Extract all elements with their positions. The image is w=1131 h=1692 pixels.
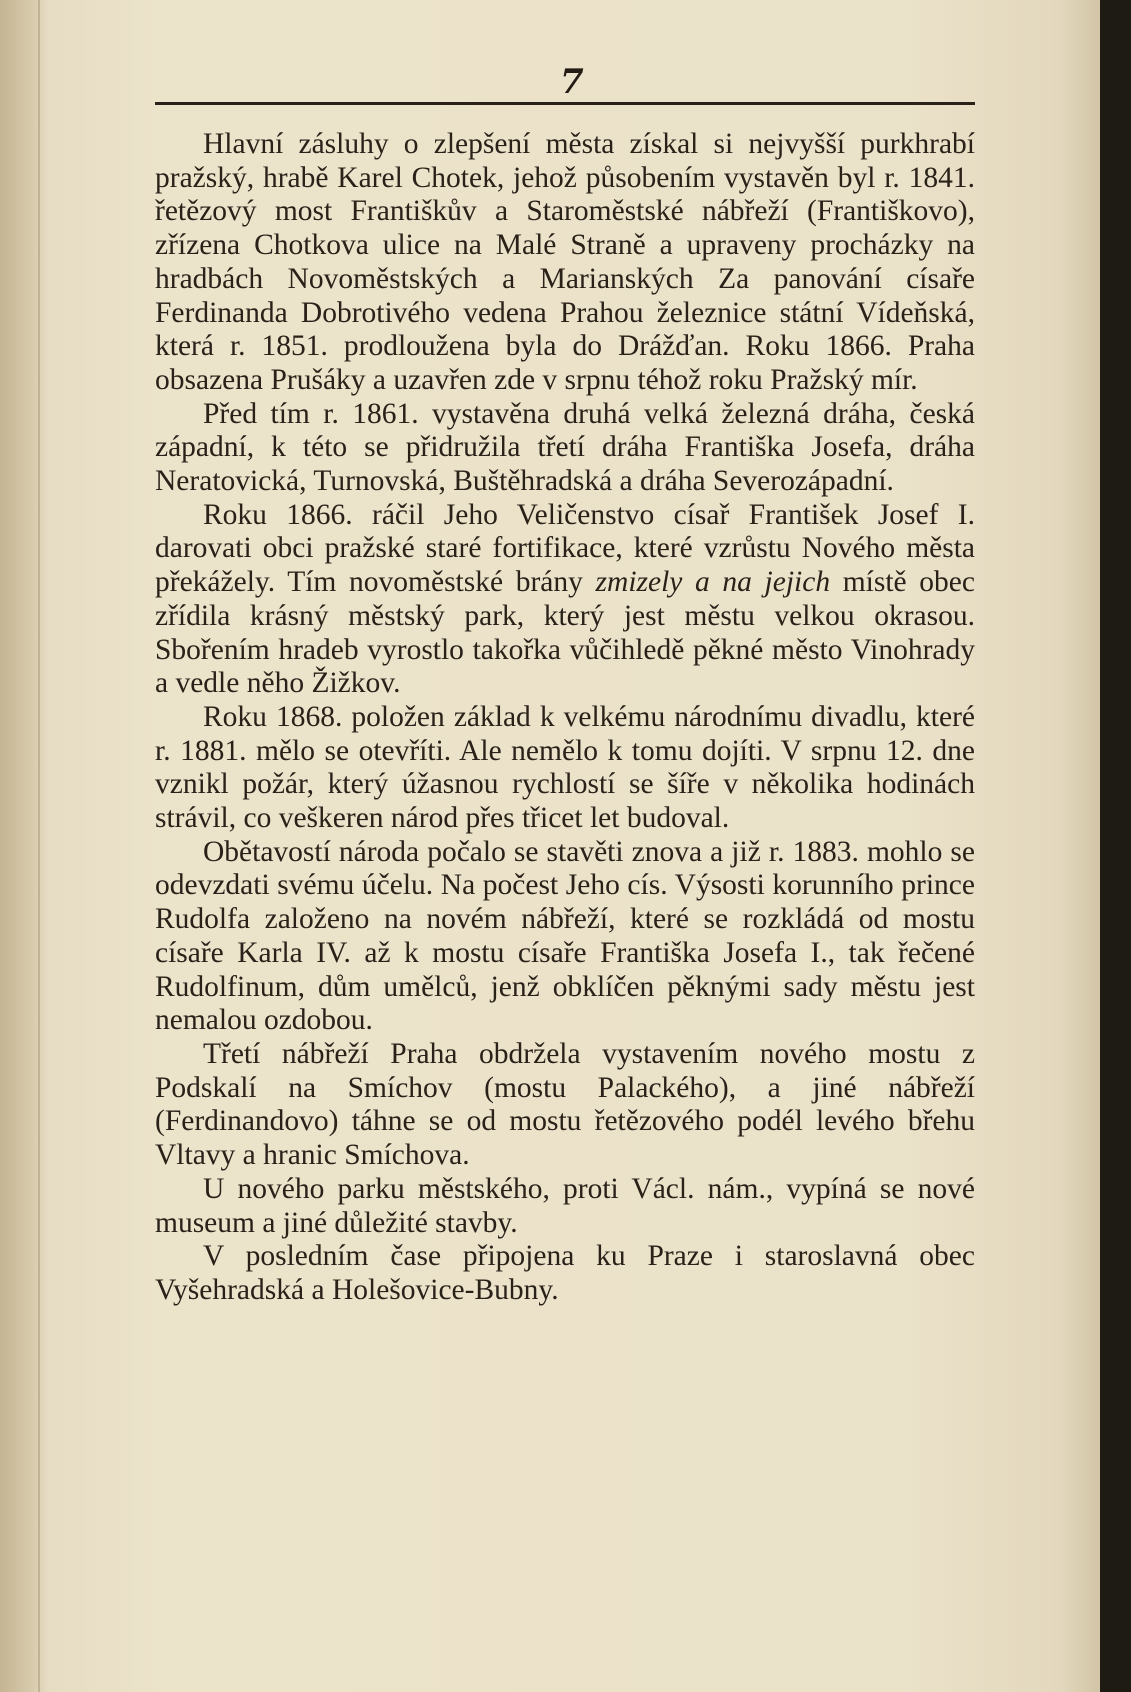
binding-edge (38, 0, 40, 1692)
paragraph-text: místě obec zřídila krásný městský park, který jest městu velkou okrasou. Sbořením hradeb vyrostlo takořka vůčihledě pěkné město Vinohrady a vedle něho Žižkov. (155, 566, 975, 700)
page-header (155, 62, 975, 112)
page-number: 7 (560, 62, 584, 102)
paragraph (155, 398, 975, 499)
paragraph-text: Třetí nábřeží Praha obdržela vystavením nového mostu z Podskalí na Smíchov (mostu Palackého), a jiné nábřeží (Ferdinandovo) táhne se od mostu řetězového podél levého břehu Vltavy a hranic Smíchova. (155, 1037, 975, 1172)
italic-phrase: zmizely a na jejich (595, 566, 831, 599)
paragraph (155, 128, 975, 398)
paragraph-text: Roku 1866. ráčil Jeho Veličenstvo císař František Josef I. darovati obci pražské staré fortifikace, které vzrůstu Nového města překážely. Tím novoměstské brány (155, 498, 975, 599)
paragraph (155, 1038, 975, 1173)
body-text (155, 128, 975, 1308)
paragraph-text: Hlavní zásluhy o zlepšení města získal si nejvyšší purkhrabí pražský, hrabě Karel Chotek, jehož působením vystavěn byl r. 1841. řetězový most Františkův a Staroměstské nábřeží (Františkovo), zřízena Chotkova ulice na Malé Straně a upraveny procházky na hradbách Novoměstských a Marianských Za panování císaře Ferdinanda Dobrotivého vedena Prahou železnice státní Vídeňská, která r. 1851. prodloužena byla do Drážďan. Roku 1866. Praha obsazena Prušáky a uzavřen zde v srpnu téhož roku Pražský mír. (155, 128, 975, 396)
paragraph-text: Před tím r. 1861. vystavěna druhá velká železná dráha, česká západní, k této se přidružila třetí dráha Františka Josefa, dráha Neratovická, Turnovská, Buštěhradská a dráha Severozápadní. (155, 397, 975, 498)
paragraph (155, 701, 975, 836)
paragraph-text: Obětavostí národa počalo se stavěti znova a již r. 1883. mohlo se odevzdati svému účelu. Na počest Jeho cís. Výsosti korunního prince Rudolfa založeno na novém nábřeží, které se rozkládá od mostu císaře Karla IV. až k mostu císaře Františka Josefa I., tak řečené Rudolfinum, dům umělců, jenž obklíčen pěknými sady městu jest nemalou ozdobou. (155, 835, 975, 1037)
header-rule (155, 102, 975, 105)
paragraph (155, 499, 975, 701)
page-gutter (0, 0, 48, 1692)
paragraph-text: Roku 1868. položen základ k velkému národnímu divadlu, které r. 1881. mělo se otevříti. Ale nemělo k tomu dojíti. V srpnu 12. dne vznikl požár, který úžasnou rychlostí se šíře v několika hodinách strávil, co veškeren národ přes třicet let budoval. (155, 700, 975, 835)
paragraph (155, 1240, 975, 1307)
paragraph (155, 836, 975, 1038)
paragraph (155, 1173, 975, 1240)
paragraph-text: V posledním čase připojena ku Praze i staroslavná obec Vyšehradská a Holešovice-Bubny. (155, 1240, 975, 1306)
paragraph-text: U nového parku městského, proti Václ. nám., vypíná se nové museum a jiné důležité stavby. (155, 1172, 975, 1239)
